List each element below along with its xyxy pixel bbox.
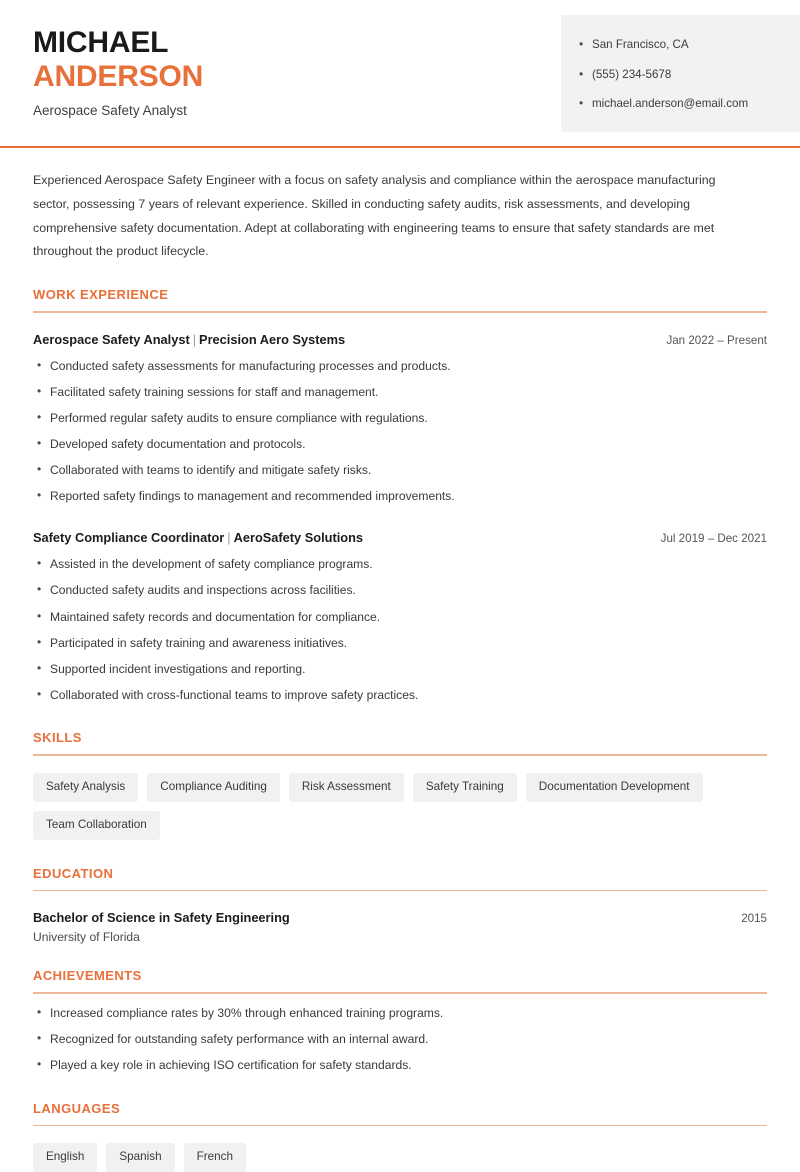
skills-chip-list — [33, 773, 767, 840]
list-item: • Conducted safety assessments for manufacturing processes and products. — [33, 358, 767, 376]
list-item: • Facilitated safety training sessions for staff and management. — [33, 384, 767, 402]
experience-dates: Jul 2019 – Dec 2021 — [660, 532, 767, 546]
contact-item-location: • San Francisco, CA — [579, 37, 784, 53]
language-chip: French — [184, 1143, 246, 1172]
education-entry — [33, 910, 767, 944]
skill-chip: Team Collaboration — [33, 811, 160, 840]
list-item: • Increased compliance rates by 30% through enhanced training programs. — [33, 1005, 767, 1023]
experience-company: AeroSafety Solutions — [233, 530, 364, 546]
skill-chip: Safety Analysis — [33, 773, 138, 802]
list-item: • Assisted in the development of safety compliance programs. — [33, 556, 767, 574]
section-achievements — [33, 968, 767, 1074]
resume-header — [0, 0, 800, 132]
list-item: • Developed safety documentation and protocols. — [33, 436, 767, 454]
skill-chip: Compliance Auditing — [147, 773, 280, 802]
section-rule — [33, 890, 767, 892]
section-title-education: EDUCATION — [33, 865, 114, 881]
language-chip: English — [33, 1143, 97, 1172]
contact-block — [561, 15, 800, 132]
section-title-skills: SKILLS — [33, 730, 82, 746]
achievements-list — [33, 1005, 767, 1075]
list-item: • Supported incident investigations and reporting. — [33, 661, 767, 679]
list-item: • Participated in safety training and awareness initiatives. — [33, 635, 767, 653]
contact-item-phone[interactable]: • (555) 234-5678 — [579, 67, 784, 83]
skill-chip: Documentation Development — [526, 773, 703, 802]
section-title-work-experience: WORK EXPERIENCE — [33, 287, 169, 303]
education-degree: Bachelor of Science in Safety Engineering — [33, 910, 290, 926]
section-title-languages: LANGUAGES — [33, 1100, 121, 1116]
section-skills — [33, 730, 767, 840]
list-item: • Collaborated with teams to identify and mitigate safety risks. — [33, 462, 767, 480]
list-item: • Collaborated with cross-functional teams to improve safety practices. — [33, 687, 767, 705]
languages-chip-list — [33, 1143, 767, 1172]
list-item: • Conducted safety audits and inspections across facilities. — [33, 582, 767, 600]
resume-body — [0, 169, 800, 1172]
skill-chip: Risk Assessment — [289, 773, 404, 802]
experience-role: Aerospace Safety Analyst — [33, 331, 190, 347]
experience-entry — [33, 332, 767, 506]
first-name: MICHAEL — [33, 26, 169, 59]
experience-dates: Jan 2022 – Present — [666, 333, 767, 347]
experience-bullets — [33, 556, 767, 704]
education-school: University of Florida — [33, 930, 140, 945]
last-name: ANDERSON — [33, 59, 204, 93]
section-languages — [33, 1101, 767, 1172]
section-work-experience — [33, 287, 767, 704]
header-divider — [0, 146, 800, 148]
experience-bullets — [33, 358, 767, 506]
section-title-achievements: ACHIEVEMENTS — [33, 968, 142, 984]
list-item: • Maintained safety records and documentation for compliance. — [33, 609, 767, 627]
title-separator: | — [192, 331, 197, 347]
experience-entry-header — [33, 332, 767, 347]
contact-list — [579, 37, 784, 112]
experience-entry — [33, 530, 767, 704]
experience-entry-header — [33, 530, 767, 545]
contact-item-email[interactable]: • michael.anderson@email.com — [579, 96, 784, 112]
skill-chip: Safety Training — [413, 773, 517, 802]
identity-block — [0, 0, 203, 118]
experience-title-line — [33, 530, 363, 545]
section-rule — [33, 754, 767, 756]
section-rule — [33, 992, 767, 994]
language-chip: Spanish — [106, 1143, 174, 1172]
experience-role: Safety Compliance Coordinator — [33, 530, 225, 546]
title-separator: | — [227, 530, 231, 546]
education-year: 2015 — [741, 912, 767, 926]
list-item: • Performed regular safety audits to ensure compliance with regulations. — [33, 410, 767, 428]
section-rule — [33, 311, 767, 313]
education-entry-header — [33, 910, 767, 925]
section-education — [33, 866, 767, 945]
section-rule — [33, 1125, 767, 1127]
list-item: • Played a key role in achieving ISO certification for safety standards. — [33, 1057, 767, 1075]
professional-summary: Experienced Aerospace Safety Engineer with a focus on safety analysis and compliance within the aerospace manufacturing sector, possessing 7 years of relevant experience. Skilled in conducting safety audits, risk assessments, and developing comprehensive safety documentation. Adept at collaborating with engineering teams to ensure that safety standards are met throughout the product lifecycle. — [33, 172, 716, 259]
experience-title-line — [33, 332, 345, 347]
list-item: • Recognized for outstanding safety performance with an internal award. — [33, 1031, 767, 1049]
experience-company: Precision Aero Systems — [199, 331, 346, 347]
list-item: • Reported safety findings to management and recommended improvements. — [33, 488, 767, 506]
job-title: Aerospace Safety Analyst — [33, 103, 187, 119]
